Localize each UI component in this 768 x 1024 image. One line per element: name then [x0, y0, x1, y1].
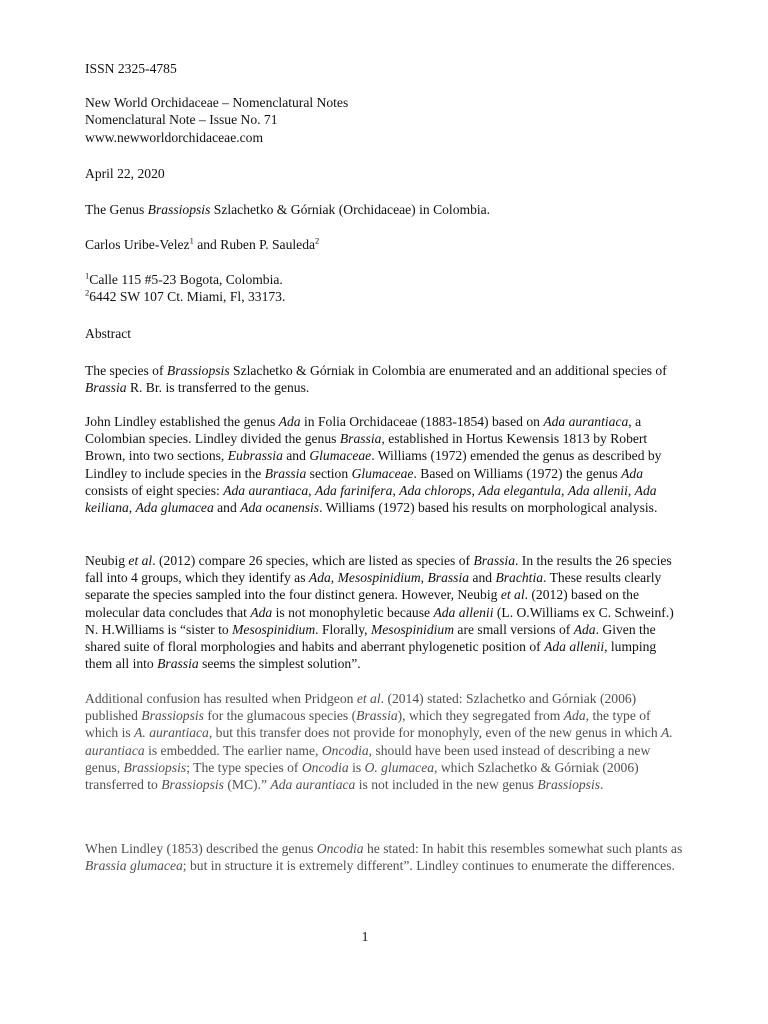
- text-run: ; but in structure it is extremely different”. Lindley continues to enumerate the differences.: [182, 858, 675, 874]
- italic-run: Ada: [621, 465, 643, 481]
- italic-run: Ada: [573, 621, 596, 637]
- text-run: . (2012) compare 26 species, which are listed as species of: [152, 553, 474, 568]
- text-run: R. Br. is transferred to the genus.: [126, 380, 310, 396]
- text-run: . (2014) stated: Szlachetko and Górniak (2006) published: [85, 691, 637, 724]
- text-run: is: [348, 759, 365, 775]
- text-run: . Williams (1972) based his results on morphological analysis.: [319, 500, 658, 516]
- italic-run: Brassiopsis: [537, 777, 601, 793]
- website-link[interactable]: www.newworldorchidaceae.com: [85, 129, 264, 145]
- italic-run: Brassiopsis: [123, 759, 187, 775]
- italic-run: Brachtia: [495, 570, 544, 586]
- text-run: ), which they segregated from: [397, 708, 564, 724]
- text-run: ,: [561, 482, 568, 498]
- text-run: ,: [392, 482, 400, 498]
- italic-run: Oncodia: [316, 841, 364, 856]
- italic-run: Brassia: [157, 656, 199, 672]
- italic-run: Ada aurantiaca: [223, 482, 309, 498]
- paragraph-lindley-ada: [85, 413, 685, 516]
- page-number: 1: [361, 929, 369, 944]
- issn: ISSN 2325-4785: [85, 61, 177, 76]
- italic-run: Ada allenii: [567, 482, 628, 498]
- italic-run: Mesospinidium: [370, 621, 455, 637]
- header-block: [85, 60, 685, 146]
- italic-run: Brassia: [473, 553, 515, 568]
- text-run: he stated: In habit this resembles somewhat such plants as: [363, 841, 683, 856]
- text-run: ; The type species of: [186, 759, 302, 775]
- paragraph-abstract: [85, 362, 685, 396]
- italic-run: Mesospinidium: [232, 621, 316, 637]
- text-run: in Folia Orchidaceae (1883-1854) based on: [300, 414, 544, 429]
- affiliation-1: $^1$Calle 115 #5-23 Bogota, Colombia.: [85, 270, 283, 287]
- italic-run: Brassiopsis: [166, 363, 230, 378]
- text-run: When Lindley (1853) described the genus: [85, 841, 317, 856]
- italic-run: Eubrassia: [227, 448, 283, 464]
- italic-run: Ada aurantiaca: [270, 777, 356, 793]
- title-genus: Brassiopsis: [147, 202, 211, 217]
- text-run: is not monophyletic because: [272, 604, 434, 620]
- text-run: section: [306, 465, 352, 481]
- italic-run: Brassiopsis: [141, 708, 204, 724]
- italic-run: Ada farinifera: [314, 482, 393, 498]
- italic-run: Ada allenii: [433, 604, 494, 620]
- italic-run: Brassia: [264, 465, 307, 481]
- text-run: seems the simplest solution”.: [198, 656, 361, 672]
- author-1: Carlos Uribe-Velez: [85, 237, 190, 252]
- text-run: , which Szlachetko & Górniak (2006) transferred to: [85, 759, 639, 793]
- text-run: is not included in the new genus: [355, 777, 538, 793]
- italic-run: Brassia,: [339, 431, 385, 447]
- italic-run: Brassia: [85, 380, 127, 396]
- text-run: is embedded. The earlier name,: [144, 742, 322, 758]
- italic-run: Ada aurantiaca: [543, 414, 629, 429]
- italic-run: Ada: [250, 604, 273, 620]
- italic-run: et al: [128, 553, 153, 568]
- text-run: and: [213, 500, 241, 516]
- text-run: John Lindley established the genus: [85, 414, 279, 429]
- italic-run: Ada keiliana: [85, 482, 657, 516]
- italic-run: et al: [356, 691, 381, 706]
- abstract-heading: Abstract: [85, 326, 132, 341]
- text-run: The species of: [85, 363, 167, 378]
- paragraph-neubig: [85, 552, 685, 672]
- text-run: ,: [420, 570, 428, 586]
- text-run: , but this transfer does not provide for monophyly, even of the new genus in which: [208, 725, 662, 741]
- text-run: . (2012) based on the molecular data concludes that: [85, 587, 639, 620]
- text-run: ,: [471, 482, 479, 498]
- affiliations: [85, 271, 685, 305]
- text-run: .: [600, 777, 604, 793]
- paragraph-oncodia: [85, 840, 685, 874]
- affiliation-2: $^2$6442 SW 107 Ct. Miami, Fl, 33173.: [85, 287, 286, 305]
- text-run: (L. O.Williams ex C. Schweinf.) N. H.Williams is “sister to: [85, 604, 674, 637]
- italic-run: Brassiopsis: [161, 777, 224, 793]
- italic-run: O. glumacea: [364, 759, 435, 775]
- text-run: for the glumacous species (: [203, 708, 357, 724]
- author-2: Ruben P. Sauleda: [220, 237, 316, 252]
- text-run: . Based on Williams (1972) the genus: [413, 465, 622, 481]
- author-line: Carlos Uribe-Velez$^1$ and Ruben P. Sauleda$^2$: [85, 235, 320, 252]
- text-run: , should have been used instead of describing a new genus,: [85, 742, 651, 775]
- publication-date: April 22, 2020: [85, 166, 165, 181]
- text-run: , lumping them all into: [85, 639, 657, 672]
- issue-number: Nomenclatural Note – Issue No. 71: [85, 112, 278, 128]
- italic-run: Oncodia: [301, 759, 349, 775]
- text-run: ,: [128, 500, 136, 516]
- text-run: ,: [627, 482, 635, 498]
- italic-run: Ada elegantula: [478, 482, 562, 498]
- text-run: and: [469, 570, 496, 586]
- text-run: Neubig: [85, 553, 129, 568]
- text-run: Additional confusion has resulted when Pridgeon: [85, 691, 357, 706]
- text-run: . Florally,: [315, 621, 371, 637]
- text-run: (MC).”: [223, 777, 271, 793]
- text-run: , the type of which is: [85, 708, 651, 741]
- text-run: ,: [308, 482, 315, 498]
- italic-run: Ada glumacea: [135, 500, 214, 516]
- text-run: and: [282, 448, 310, 464]
- text-run: . Given the shared suite of floral morphologies and habits and aberrant phylogenetic position of: [85, 621, 656, 655]
- italic-run: Glumaceae: [309, 448, 372, 464]
- italic-run: Glumaceae: [351, 465, 414, 481]
- italic-run: Ada: [308, 570, 331, 586]
- italic-run: A. aurantiaca: [85, 725, 673, 758]
- italic-run: Ada: [278, 414, 301, 429]
- text-run: consists of eight species:: [85, 482, 224, 498]
- italic-run: et al: [500, 587, 525, 603]
- italic-run: Ada: [563, 708, 586, 724]
- text-run: are small versions of: [454, 621, 574, 637]
- italic-run: Ada ocanensis: [240, 500, 320, 516]
- italic-run: Oncodia: [321, 742, 369, 758]
- text-run: established in Hortus Kewensis 1813 by Robert Brown, into two sections,: [85, 431, 648, 464]
- text-run: ,: [330, 570, 338, 586]
- italic-run: Brassia glumacea: [85, 858, 183, 874]
- italic-run: Mesospinidium: [337, 570, 421, 586]
- italic-run: Brassia: [427, 570, 470, 586]
- text-run: . These results clearly separate the species sampled into the four distinct genera. However, Neubig: [85, 570, 662, 603]
- italic-run: A. aurantiaca: [134, 725, 209, 741]
- text-run: , a Colombian species. Lindley divided the genus: [85, 414, 642, 447]
- paper-title: The Genus Brassiopsis Szlachetko & Górniak (Orchidaceae) in Colombia.: [85, 202, 491, 217]
- text-run: . In the results the 26 species fall into 4 groups, which they identify as: [85, 553, 672, 586]
- paragraph-pridgeon: [85, 690, 685, 793]
- text-run: . Williams (1972) emended the genus as described by Lindley to include species in the: [85, 448, 662, 481]
- italic-run: Ada chlorops: [399, 482, 472, 498]
- journal-name: New World Orchidaceae – Nomenclatural Notes: [85, 95, 349, 111]
- italic-run: Brassia: [356, 708, 398, 724]
- text-run: Szlachetko & Górniak in Colombia are enumerated and an additional species of: [229, 363, 667, 378]
- italic-run: Ada allenii: [544, 639, 605, 655]
